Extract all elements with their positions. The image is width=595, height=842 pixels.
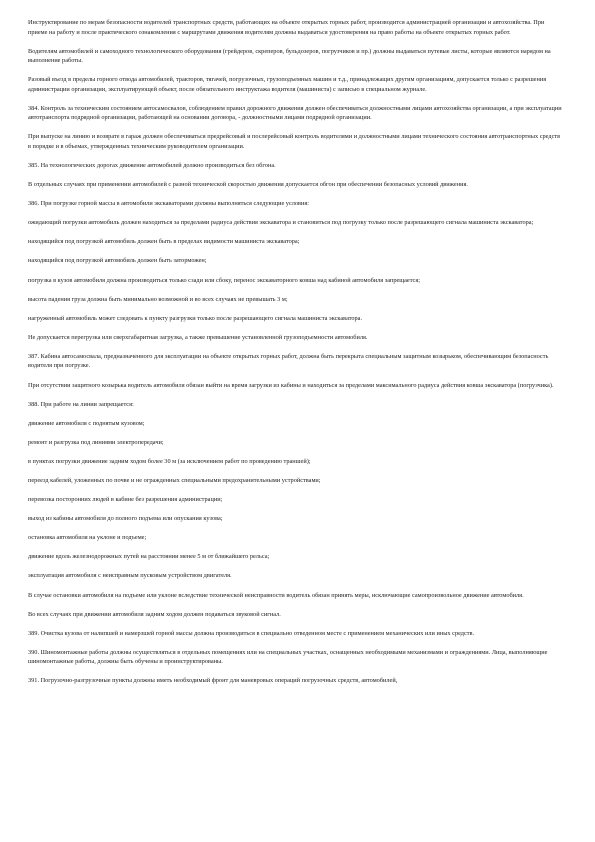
paragraph: высота падения груза должна быть минимально возможной и во всех случаях не превышать 3 м; xyxy=(28,295,288,303)
paragraph: остановка автомобиля на уклоне и подъеме; xyxy=(28,534,147,542)
paragraph: в пунктах погрузки движение задним ходом более 30 м (за исключением работ по проведению траншей); xyxy=(28,457,311,465)
paragraph: Инструктирование по мерам безопасности водителей транспортных средств, работающих на объекте открытых горных работ, производится администрацией организации и автохозяйства. При приеме на работу и после практического ознакомления с маршрутами движения водителям должны выдаваться удостоверения на право работы на объекте открытых горных работ. xyxy=(28,19,545,36)
paragraph: 385. На технологических дорогах движение автомобилей должно производиться без обгона. xyxy=(28,161,276,169)
paragraph: находящийся под погрузкой автомобиль должен быть в пределах видимости машиниста экскаватора; xyxy=(28,238,300,246)
paragraph: В отдельных случаях при применении автомобилей с разной технической скоростью движения допускается обгон при обеспечении безопасных условий движения. xyxy=(28,181,468,189)
paragraph: перевозка посторонних людей в кабине без разрешения администрации; xyxy=(28,496,223,504)
paragraph: находящийся под погрузкой автомобиль должен быть заторможен; xyxy=(28,257,207,265)
paragraph: нагруженный автомобиль может следовать к пункту разгрузки только после разрешающего сигнала машиниста экскаватора. xyxy=(28,314,363,322)
paragraph: В случае остановки автомобиля на подъеме или уклоне вследствие технической неисправности водитель обязан принять меры, исключающие самопроизвольное движение автомобиля. xyxy=(28,591,524,599)
paragraph: выход из кабины автомобиля до полного подъема или опускания кузова; xyxy=(28,515,223,523)
paragraph: движение автомобиля с поднятым кузовом; xyxy=(28,419,145,427)
paragraph: При отсутствии защитного козырька водитель автомобиля обязан выйти на время загрузки из кабины и находиться за пределами максимального радиуса действия ковша экскаватора (погрузчика). xyxy=(28,381,554,389)
paragraph: ожидающий погрузки автомобиль должен находиться за пределами радиуса действия экскаватора и становиться под погрузку только после разрешающего сигнала машиниста экскаватора; xyxy=(28,219,534,227)
paragraph: 391. Погрузочно-разгрузочные пункты должны иметь необходимый фронт для маневровых операций погрузочных средств, автомобилей, xyxy=(28,677,398,685)
paragraph: движение вдоль железнодорожных путей на расстоянии менее 5 м от ближайшего рельса; xyxy=(28,553,270,561)
paragraph: 384. Контроль за техническим состоянием автосамосвалов, соблюдением правил дорожного движения должен обеспечиваться должностными лицами автохозяйства организации, а при эксплуатации автотранспорта подрядной организации, работающей на основании договора, - должностными лицами подрядной организации. xyxy=(28,104,562,122)
paragraph: погрузка в кузов автомобиля должна производиться только сзади или сбоку, перенос экскаваторного ковша над кабиной автомобиля запрещается; xyxy=(28,276,420,284)
paragraph: эксплуатация автомобиля с неисправным пусковым устройством двигателя. xyxy=(28,572,232,580)
document-page xyxy=(28,18,564,696)
paragraph: Во всех случаях при движении автомобиля задним ходом должен подаваться звуковой сигнал. xyxy=(28,610,281,618)
paragraph: переезд кабелей, уложенных по почве и не огражденных специальными предохранительными устройствами; xyxy=(28,476,321,484)
paragraph: ремонт и разгрузка под линиями электропередачи; xyxy=(28,438,164,446)
paragraph: 388. При работе на линии запрещается: xyxy=(28,400,134,408)
paragraph: 390. Шиномонтажные работы должны осуществляться в отдельных помещениях или на специальных участках, оснащенных необходимыми механизмами и ограждениями. Лица, выполняющие шиномонтажные работы, должны быть обучены и проинструктированы. xyxy=(28,648,548,666)
paragraph: Водителям автомобилей и самоходного технологического оборудования (грейдеров, скреперов, бульдозеров, погрузчиков и пр.) должны выдаваться путевые листы, которые являются нарядом на выполнение работы. xyxy=(28,47,551,65)
paragraph: 387. Кабина автосамосвала, предназначенного для эксплуатации на объекте открытых горных работ, должна быть перекрыта специальным защитным козырьком, обеспечивающим безопасность водителя при погрузке. xyxy=(28,352,549,370)
paragraph: При выпуске на линию и возврате в гараж должен обеспечиваться предрейсовый и послерейсовый контроль водителями и должностными лицами технического состояния автотранспортных средств в порядке и в объемах, утвержденных техническим руководителем организации. xyxy=(28,133,561,150)
paragraph: Разовый въезд в пределы горного отвода автомобилей, тракторов, тягачей, погрузочных, грузоподъемных машин и т.д., принадлежащих другим организациям, допускается только с разрешения администрации организации, эксплуатирующей объект, после обязательного инструктажа водителя (машиниста) с записью в специальном журнале. xyxy=(28,76,547,93)
paragraph: 386. При погрузке горной массы в автомобили экскаваторами должны выполняться следующие условия: xyxy=(28,200,310,208)
paragraph: Не допускается перегрузка или сверхгабаритная загрузка, а также превышение установленной грузоподъемности автомобиля. xyxy=(28,333,368,341)
paragraph: 389. Очистка кузова от налипшей и намерзшей горной массы должна производиться в специально отведенном месте с применением механических или иных средств. xyxy=(28,629,475,637)
